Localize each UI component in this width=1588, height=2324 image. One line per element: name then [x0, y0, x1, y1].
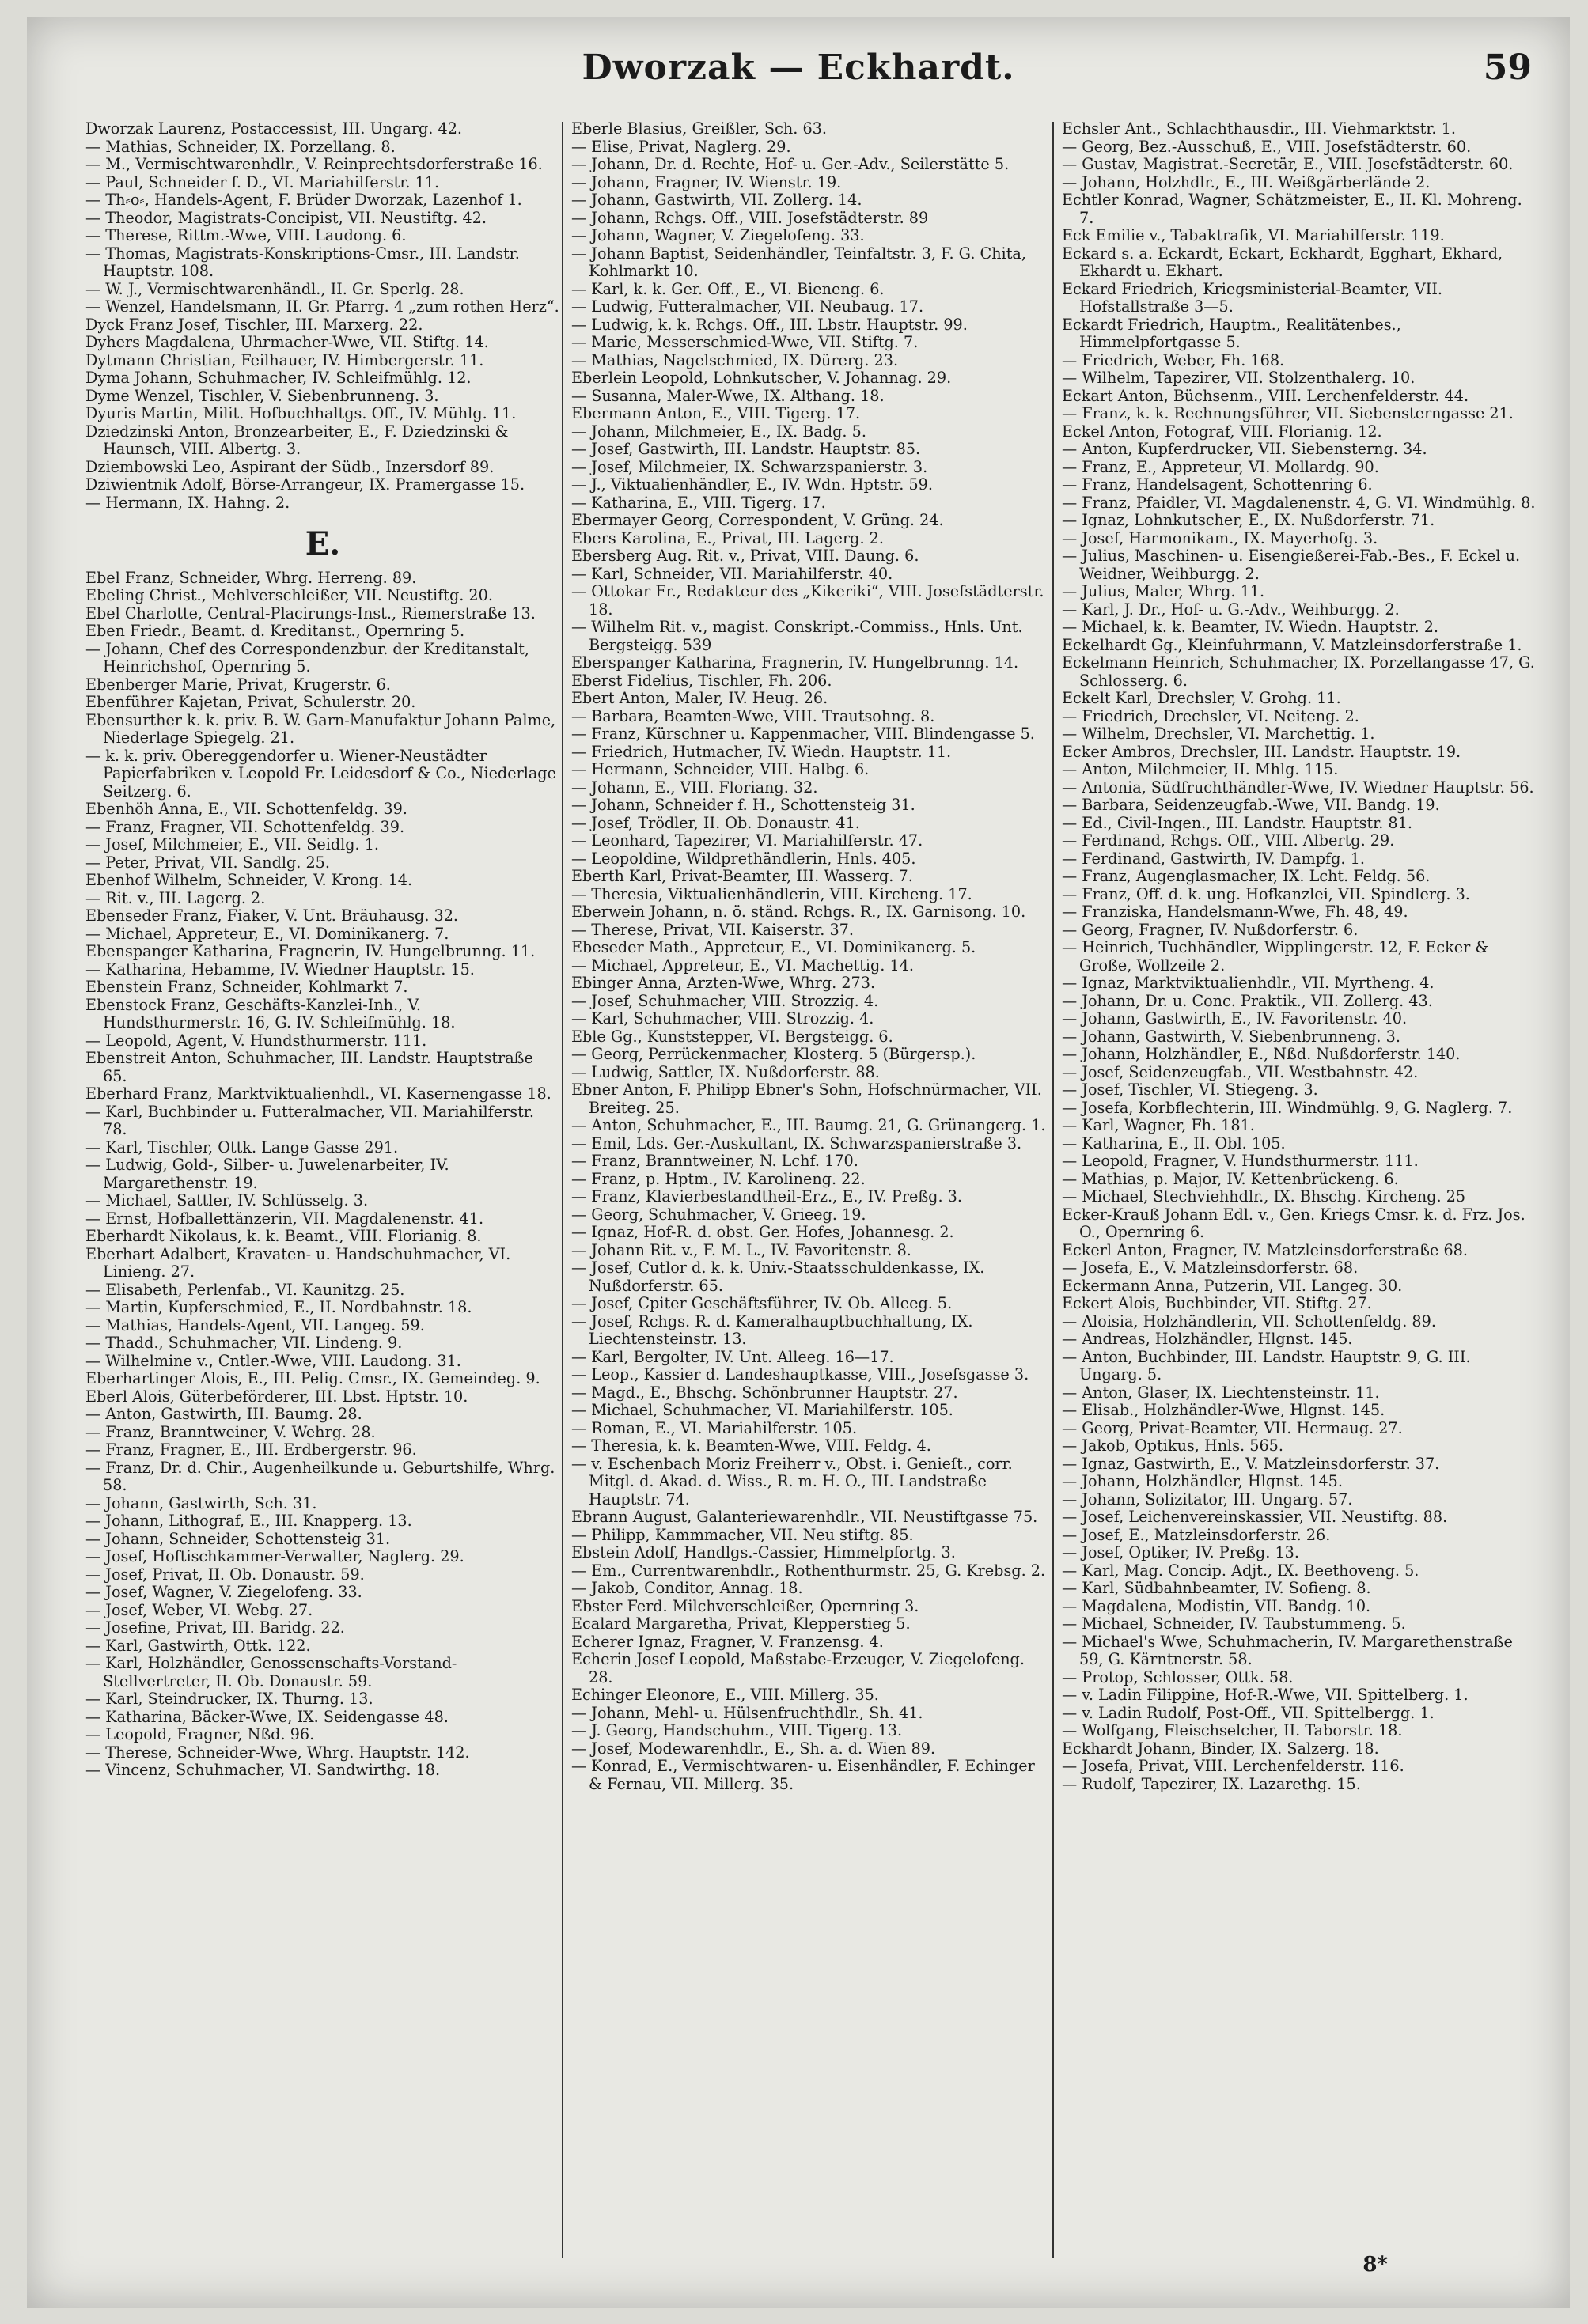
directory-entry: — Josef, Hoftischkammer-Verwalter, Naglerg. 29. — [85, 1548, 464, 1565]
directory-entry: — Josef, Gastwirth, III. Landstr. Hauptstr. 85. — [571, 441, 921, 458]
directory-entry: — Ignaz, Gastwirth, E., V. Matzleinsdorferstr. 37. — [1062, 1455, 1440, 1473]
directory-entry: — Karl, Schneider, VII. Mariahilferstr. 40. — [571, 565, 893, 583]
directory-entry: — Franz, Fragner, E., III. Erdbergerstr. 96. — [85, 1441, 417, 1459]
directory-entry: Eberle Blasius, Greißler, Sch. 63. — [571, 120, 827, 138]
directory-entry: — Johann, Schneider f. H., Schottensteig 31. — [571, 797, 915, 814]
directory-entry: — Katharina, Hebamme, IV. Wiedner Hauptstr. 15. — [85, 960, 475, 978]
directory-entry: Eckart Anton, Büchsenm., VIII. Lerchenfelderstr. 44. — [1062, 387, 1469, 405]
directory-entry: — Elisab., Holzhändler-Wwe, Hlgnst. 145. — [1062, 1402, 1385, 1419]
directory-entry: Eckelmann Heinrich, Schuhmacher, IX. Porzellangasse 47, G. Schlosserg. 6. — [1062, 654, 1535, 690]
signature-mark: 8* — [1362, 2253, 1388, 2277]
directory-entry: — Michael's Wwe, Schuhmacherin, IV. Margarethenstraße 59, G. Kärntnerstr. 58. — [1062, 1633, 1513, 1668]
directory-entry: Ebeseder Math., Appreteur, E., VI. Dominikanerg. 5. — [571, 939, 976, 956]
directory-entry: — Roman, E., VI. Mariahilferstr. 105. — [571, 1419, 858, 1437]
directory-entry: Dworzak Laurenz, Postaccessist, III. Ungarg. 42. — [85, 120, 463, 138]
directory-entry: — Michael, k. k. Beamter, IV. Wiedn. Hauptstr. 2. — [1062, 619, 1439, 636]
directory-entry: Ebersberg Aug. Rit. v., Privat, VIII. Daung. 6. — [571, 547, 919, 565]
directory-entry: — Elise, Privat, Naglerg. 29. — [571, 138, 791, 156]
directory-entry: — Hermann, IX. Hahng. 2. — [85, 494, 290, 512]
directory-entry: — Karl, Gastwirth, Ottk. 122. — [85, 1637, 311, 1655]
directory-entry: — Wilhelmine v., Cntler.-Wwe, VIII. Laudong. 31. — [85, 1352, 461, 1370]
directory-entry: — Friedrich, Hutmacher, IV. Wiedn. Hauptstr. 11. — [571, 743, 952, 761]
directory-entry: Eckard Friedrich, Kriegsministerial-Beamter, VII. Hofstallstraße 3—5. — [1062, 280, 1443, 316]
directory-entry: — Anton, Gastwirth, III. Baumg. 28. — [85, 1406, 362, 1423]
directory-entry: — Karl, Buchbinder u. Futteralmacher, VII. Mariahilferstr. 78. — [85, 1103, 534, 1138]
directory-entry: Eberwein Johann, n. ö. ständ. Rchgs. R., IX. Garnisong. 10. — [571, 903, 1026, 921]
directory-entry: — Antonia, Südfruchthändler-Wwe, IV. Wiedner Hauptstr. 56. — [1062, 778, 1534, 797]
directory-entry: Ebrann August, Galanteriewarenhdlr., VII. Neustiftgasse 75. — [571, 1508, 1038, 1526]
directory-entry: — Thadd., Schuhmacher, VII. Lindeng. 9. — [85, 1334, 403, 1352]
directory-entry: — Anton, Milchmeier, II. Mhlg. 115. — [1062, 761, 1339, 778]
directory-entry: — Theresia, k. k. Beamten-Wwe, VIII. Feldg. 4. — [571, 1437, 931, 1455]
directory-entry: — Josef, Milchmeier, E., VII. Seidlg. 1. — [85, 836, 380, 854]
directory-entry: — Mathias, Schneider, IX. Porzellang. 8. — [85, 138, 396, 156]
directory-entry: Echsler Ant., Schlachthausdir., III. Viehmarktstr. 1. — [1062, 120, 1456, 138]
directory-entry: — Wilhelm, Drechsler, VI. Marchettig. 1. — [1062, 725, 1375, 743]
directory-entry: Eberhart Adalbert, Kravaten- u. Handschuhmacher, VI. Linieng. 27. — [85, 1245, 511, 1281]
directory-entry: Ebermann Anton, E., VIII. Tigerg. 17. — [571, 405, 861, 422]
directory-entry: — Karl, Wagner, Fh. 181. — [1062, 1117, 1255, 1134]
directory-entry: — Martin, Kupferschmied, E., II. Nordbahnstr. 18. — [85, 1299, 472, 1316]
directory-entry: — Johann Baptist, Seidenhändler, Teinfaltstr. 3, F. G. Chita, Kohlmarkt 10. — [571, 244, 1026, 280]
directory-entry: — Ignaz, Hof-R. d. obst. Ger. Hofes, Johannesg. 2. — [571, 1224, 954, 1241]
directory-entry: — Ignaz, Lohnkutscher, E., IX. Nußdorferstr. 71. — [1062, 512, 1435, 529]
directory-entry: Eckert Alois, Buchbinder, VII. Stiftg. 27. — [1062, 1295, 1372, 1312]
directory-entry: — Gustav, Magistrat.-Secretär, E., VIII. Josefstädterstr. 60. — [1062, 156, 1514, 173]
directory-entry: — Josefa, Privat, VIII. Lerchenfelderstr. 116. — [1062, 1758, 1404, 1775]
directory-entry: — Heinrich, Tuchhändler, Wipplingerstr. 12, F. Ecker & Große, Wollzeile 2. — [1062, 939, 1489, 975]
directory-entry: — Mathias, Handels-Agent, VII. Langeg. 59. — [85, 1316, 425, 1334]
directory-entry: — Konrad, E., Vermischtwaren- u. Eisenhändler, F. Echinger & Fernau, VII. Millerg. 35. — [571, 1758, 1035, 1793]
directory-entry: — Ignaz, Marktviktualienhdlr., VII. Myrtheng. 4. — [1062, 975, 1435, 992]
directory-entry: — Wenzel, Handelsmann, II. Gr. Pfarrg. 4 „zum rothen Herz“. — [85, 298, 559, 316]
directory-entry: — Ferdinand, Rchgs. Off., VIII. Albertg. 29. — [1062, 832, 1395, 850]
directory-entry: — Ernst, Hofballettänzerin, VII. Magdalenenstr. 41. — [85, 1209, 484, 1228]
directory-entry: Eberhardt Nikolaus, k. k. Beamt., VIII. Florianig. 8. — [85, 1228, 482, 1245]
directory-entry: — Franz, Pfaidler, VI. Magdalenenstr. 4, G. VI. Windmühlg. 8. — [1062, 494, 1536, 512]
directory-entry: — Josef, Trödler, II. Ob. Donaustr. 41. — [571, 814, 860, 832]
directory-entry: — Josef, Schuhmacher, VIII. Strozzig. 4. — [571, 992, 879, 1010]
directory-entry: — Josef, E., Matzleinsdorferstr. 26. — [1062, 1526, 1331, 1544]
directory-entry: — Theodor, Magistrats-Concipist, VII. Neustiftg. 42. — [85, 209, 487, 227]
directory-entry: — Magdalena, Modistin, VII. Bandg. 10. — [1062, 1597, 1371, 1615]
directory-entry: — Georg, Fragner, IV. Nußdorferstr. 6. — [1062, 921, 1359, 939]
directory-entry: — Rit. v., III. Lagerg. 2. — [85, 889, 266, 907]
directory-entry: — Franz, Branntweiner, V. Wehrg. 28. — [85, 1423, 376, 1441]
directory-entry: — Ludwig, k. k. Rchgs. Off., III. Lbstr. Hauptstr. 99. — [571, 316, 968, 334]
directory-entry: Ebenstreit Anton, Schuhmacher, III. Landstr. Hauptstraße 65. — [85, 1050, 533, 1085]
directory-entry: — Franz, Off. d. k. ung. Hofkanzlei, VII. Spindlerg. 3. — [1062, 885, 1470, 903]
directory-entry: — Jakob, Optikus, Hnls. 565. — [1062, 1437, 1283, 1455]
page-header — [27, 47, 1570, 119]
page-number: 59 — [1483, 47, 1532, 88]
directory-entry: — Georg, Schuhmacher, V. Grieeg. 19. — [571, 1206, 866, 1224]
directory-entry: — Johann, Holzhändler, Hlgnst. 145. — [1062, 1473, 1343, 1490]
directory-entry: — Karl, Holzhändler, Genossenschafts-Vorstand-Stellvertreter, II. Ob. Donaustr. 59. — [85, 1655, 457, 1690]
directory-entry: — Therese, Schneider-Wwe, Whrg. Hauptstr. 142. — [85, 1743, 470, 1762]
directory-entry: — v. Ladin Filippine, Hof-R.-Wwe, VII. Spittelberg. 1. — [1062, 1686, 1469, 1704]
directory-entry: — Johann, Gastwirth, E., IV. Favoritenstr. 40. — [1062, 1010, 1408, 1028]
directory-entry: — Mathias, Nagelschmied, IX. Dürerg. 23. — [571, 351, 899, 369]
directory-entry: — Karl, J. Dr., Hof- u. G.-Adv., Weihburgg. 2. — [1062, 600, 1400, 619]
directory-entry: — Johann, Gastwirth, V. Siebenbrunneng. 3. — [1062, 1028, 1400, 1046]
directory-entry: Ecalard Margaretha, Privat, Klepperstieg 5. — [571, 1615, 911, 1633]
directory-entry: — Michael, Appreteur, E., VI. Dominikanerg. 7. — [85, 925, 449, 943]
directory-entry: — Johann, Solizitator, III. Ungarg. 57. — [1062, 1490, 1353, 1508]
directory-entry: Eckelt Karl, Drechsler, V. Grohg. 11. — [1062, 690, 1341, 707]
directory-entry: — Thomas, Magistrats-Konskriptions-Cmsr., III. Landstr. Hauptstr. 108. — [85, 244, 520, 280]
directory-entry: — Johann, Wagner, V. Ziegelofeng. 33. — [571, 227, 865, 244]
directory-entry: — Franz, k. k. Rechnungsführer, VII. Siebensterngasse 21. — [1062, 405, 1514, 422]
column-1 — [85, 120, 560, 2272]
directory-entry: — Johann, Mehl- u. Hülsenfruchthdlr., Sh. 41. — [571, 1704, 923, 1722]
directory-entry: — Wolfgang, Fleischselcher, II. Taborstr. 18. — [1062, 1722, 1403, 1739]
directory-entry: — Franz, Branntweiner, N. Lchf. 170. — [571, 1153, 858, 1170]
directory-entry: — Franz, Klavierbestandtheil-Erz., E., IV. Preßg. 3. — [571, 1188, 962, 1206]
directory-entry: — Barbara, Seidenzeugfab.-Wwe, VII. Bandg. 19. — [1062, 797, 1440, 814]
directory-entry: — Ludwig, Sattler, IX. Nußdorferstr. 88. — [571, 1063, 880, 1081]
directory-entry: — Karl, Schuhmacher, VIII. Strozzig. 4. — [571, 1010, 874, 1028]
directory-entry: — Franziska, Handelsmann-Wwe, Fh. 48, 49. — [1062, 903, 1408, 921]
directory-entry: Ebeling Christ., Mehlverschleißer, VII. Neustiftg. 20. — [85, 587, 493, 604]
directory-page — [27, 17, 1570, 2308]
directory-entry: — Anton, Schuhmacher, E., III. Baumg. 21, G. Grünangerg. 1. — [571, 1117, 1046, 1134]
directory-entry: — Leopold, Agent, V. Hundsthurmerstr. 111. — [85, 1031, 427, 1050]
directory-entry: — Katharina, E., VIII. Tigerg. 17. — [571, 494, 826, 512]
directory-entry: — v. Ladin Rudolf, Post-Off., VII. Spittelbergg. 1. — [1062, 1704, 1435, 1722]
directory-entry: — Susanna, Maler-Wwe, IX. Althang. 18. — [571, 387, 885, 405]
directory-entry: — Karl, Bergolter, IV. Unt. Alleeg. 16—17. — [571, 1348, 894, 1366]
directory-entry: — Georg, Perrückenmacher, Klosterg. 5 (Bürgersp.). — [571, 1046, 976, 1063]
directory-entry: Ebenstein Franz, Schneider, Kohlmarkt 7. — [85, 978, 408, 996]
directory-entry: — Therese, Privat, VII. Kaiserstr. 37. — [571, 921, 854, 939]
directory-entry: — Georg, Privat-Beamter, VII. Hermaug. 27. — [1062, 1419, 1403, 1437]
column-2 — [571, 120, 1046, 2272]
directory-entry: Dyck Franz Josef, Tischler, III. Marxerg. 22. — [85, 316, 423, 334]
column-1-entries-d — [85, 120, 560, 512]
directory-entry: Ebers Karolina, E., Privat, III. Lagerg. 2. — [571, 529, 884, 547]
directory-entry: — Karl, Mag. Concip. Adjt., IX. Beethoveng. 5. — [1062, 1561, 1419, 1580]
directory-entry: — Ludwig, Gold-, Silber- u. Juwelenarbeiter, IV. Margarethenstr. 19. — [85, 1156, 449, 1192]
directory-entry: Eckerl Anton, Fragner, IV. Matzleinsdorferstraße 68. — [1062, 1241, 1468, 1259]
directory-entry: — Josef, Seidenzeugfab., VII. Westbahnstr. 42. — [1062, 1063, 1419, 1081]
directory-entry: — Franz, Fragner, VII. Schottenfeldg. 39. — [85, 818, 405, 836]
directory-entry: — Emil, Lds. Ger.-Auskultant, IX. Schwarzspanierstraße 3. — [571, 1134, 1022, 1153]
directory-entry: Eckhardt Johann, Binder, IX. Salzerg. 18. — [1062, 1739, 1379, 1758]
directory-entry: — Johann, E., VIII. Floriang. 32. — [571, 778, 818, 797]
directory-entry: Dyuris Martin, Milit. Hofbuchhaltgs. Off., IV. Mühlg. 11. — [85, 405, 517, 422]
directory-entry: Ebel Charlotte, Central-Placirungs-Inst., Riemerstraße 13. — [85, 604, 536, 623]
directory-entry: Eckardt Friedrich, Hauptm., Realitätenbes., Himmelpfortgasse 5. — [1062, 316, 1401, 351]
column-2-entries — [571, 120, 1046, 1793]
directory-entry: — Josef, Milchmeier, IX. Schwarzspanierstr. 3. — [571, 458, 928, 476]
directory-entry: Dziedzinski Anton, Bronzearbeiter, E., F. Dziedzinski & Haunsch, VIII. Albertg. 3. — [85, 422, 509, 458]
directory-entry: Eckard s. a. Eckardt, Eckart, Eckhardt, Egghart, Ekhard, Ekhardt u. Ekhart. — [1062, 244, 1503, 280]
directory-entry: Eberhartinger Alois, E., III. Pelig. Cmsr., IX. Gemeindeg. 9. — [85, 1370, 540, 1387]
directory-entry: — Wilhelm Rit. v., magist. Conskript.-Commiss., Hnls. Unt. Bergsteigg. 539 — [571, 619, 1023, 654]
directory-entry: — Franz, E., Appreteur, VI. Mollardg. 90. — [1062, 458, 1379, 476]
directory-entry: — Josef, Cutlor d. k. k. Univ.-Staatsschuldenkasse, IX. Nußdorferstr. 65. — [571, 1259, 985, 1295]
directory-entry: — k. k. priv. Obereggendorfer u. Wiener-Neustädter Papierfabriken v. Leopold Fr. Leidesdorf & Co., Niederlage Seitzerg. 6. — [85, 747, 556, 801]
directory-entry: — Georg, Bez.-Ausschuß, E., VIII. Josefstädterstr. 60. — [1062, 138, 1472, 156]
directory-entry: — Karl, Steindrucker, IX. Thurng. 13. — [85, 1690, 373, 1708]
directory-entry: — Katharina, Bäcker-Wwe, IX. Seidengasse 48. — [85, 1708, 449, 1726]
directory-entry: — Johann, Dr. u. Conc. Praktik., VII. Zollerg. 43. — [1062, 992, 1433, 1010]
directory-entry: Dziembowski Leo, Aspirant der Südb., Inzersdorf 89. — [85, 458, 495, 476]
directory-entry: — Josefa, Korbflechterin, III. Windmühlg. 9, G. Naglerg. 7. — [1062, 1099, 1513, 1117]
directory-entry: — Julius, Maschinen- u. Eisengießerei-Fab.-Bes., F. Eckel u. Weidner, Weihburgg. 2. — [1062, 547, 1521, 583]
directory-entry: — Josef, Optiker, IV. Preßg. 13. — [1062, 1544, 1299, 1561]
directory-entry: — Leonhard, Tapezirer, VI. Mariahilferstr. 47. — [571, 832, 923, 850]
directory-entry: Ebinger Anna, Arzten-Wwe, Whrg. 273. — [571, 975, 876, 992]
directory-entry: — Johann, Rchgs. Off., VIII. Josefstädterstr. 89 — [571, 209, 929, 227]
directory-entry: Ebensurther k. k. priv. B. W. Garn-Manufaktur Johann Palme, Niederlage Spiegelg. 21. — [85, 711, 556, 747]
directory-entry: Dytmann Christian, Feilhauer, IV. Himbergerstr. 11. — [85, 351, 484, 369]
directory-entry: Ebel Franz, Schneider, Whrg. Herreng. 89. — [85, 569, 417, 587]
directory-entry: Ebermayer Georg, Correspondent, V. Grüng. 24. — [571, 512, 944, 529]
directory-entry: — Josef, Privat, II. Ob. Donaustr. 59. — [85, 1565, 365, 1584]
directory-entry: — Johann, Milchmeier, E., IX. Badg. 5. — [571, 422, 866, 441]
directory-entry: Ebstein Adolf, Handlgs.-Cassier, Himmelpfortg. 3. — [571, 1544, 956, 1561]
column-rule — [562, 122, 563, 2258]
directory-entry: — Johann, Chef des Correspondenzbur. der Kreditanstalt, Heinrichshof, Opernring 5. — [85, 640, 530, 676]
directory-entry: Eben Friedr., Beamt. d. Kreditanst., Opernring 5. — [85, 623, 465, 640]
section-letter: E. — [305, 525, 341, 562]
directory-entry: — Josef, Tischler, VI. Stiegeng. 3. — [1062, 1081, 1318, 1099]
directory-entry: — Josef, Harmonikam., IX. Mayerhofg. 3. — [1062, 529, 1378, 547]
directory-entry: — W. J., Vermischtwarenhändl., II. Gr. Sperlg. 28. — [85, 280, 464, 298]
directory-entry: Eck Emilie v., Tabaktrafik, VI. Mariahilferstr. 119. — [1062, 227, 1445, 244]
directory-entry: — Wilhelm, Tapezirer, VII. Stolzenthalerg. 10. — [1062, 369, 1416, 387]
directory-entry: — Franz, Augenglasmacher, IX. Lcht. Feldg. 56. — [1062, 868, 1431, 885]
directory-entry: — Johann, Gastwirth, VII. Zollerg. 14. — [571, 191, 862, 209]
directory-entry: Ebenberger Marie, Privat, Krugerstr. 6. — [85, 676, 391, 694]
directory-entry: — Protop, Schlosser, Ottk. 58. — [1062, 1668, 1294, 1686]
directory-entry: — Ferdinand, Gastwirth, IV. Dampfg. 1. — [1062, 850, 1365, 868]
directory-entry: Echerer Ignaz, Fragner, V. Franzensg. 4. — [571, 1633, 884, 1651]
directory-entry: — Josef, Wagner, V. Ziegelofeng. 33. — [85, 1584, 362, 1601]
directory-entry: — Therese, Rittm.-Wwe, VIII. Laudong. 6. — [85, 227, 407, 244]
directory-entry: — Johann, Lithograf, E., III. Knapperg. 13. — [85, 1512, 412, 1530]
directory-entry: — Peter, Privat, VII. Sandlg. 25. — [85, 854, 330, 872]
directory-entry: — Th⸗o⸗, Handels-Agent, F. Brüder Dworzak, Lazenhof 1. — [85, 191, 522, 209]
directory-entry: — Barbara, Beamten-Wwe, VIII. Trautsohng. 8. — [571, 707, 935, 725]
directory-entry: — Theresia, Viktualienhändlerin, VIII. Kircheng. 17. — [571, 885, 972, 903]
directory-entry: Echtler Konrad, Wagner, Schätzmeister, E., II. Kl. Mohreng. 7. — [1062, 191, 1522, 227]
directory-entry: — Michael, Schuhmacher, VI. Mariahilferstr. 105. — [571, 1402, 953, 1419]
directory-entry: Eberspanger Katharina, Fragnerin, IV. Hungelbrunng. 14. — [571, 654, 1019, 672]
directory-entry: — Ottokar Fr., Redakteur des „Kikeriki“, VIII. Josefstädterstr. 18. — [571, 583, 1044, 619]
directory-entry: — Anton, Buchbinder, III. Landstr. Hauptstr. 9, G. III. Ungarg. 5. — [1062, 1348, 1471, 1383]
directory-entry: Ecker-Krauß Johann Edl. v., Gen. Kriegs Cmsr. k. d. Frz. Jos. O., Opernring 6. — [1062, 1206, 1525, 1241]
directory-entry: Eckermann Anna, Putzerin, VII. Langeg. 30. — [1062, 1277, 1403, 1295]
directory-entry: Ecker Ambros, Drechsler, III. Landstr. Hauptstr. 19. — [1062, 743, 1461, 761]
directory-entry: Ebenhof Wilhelm, Schneider, V. Krong. 14. — [85, 872, 413, 889]
directory-entry: Echinger Eleonore, E., VIII. Millerg. 35. — [571, 1686, 879, 1704]
directory-entry: — Anton, Kupferdrucker, VII. Siebensterng. 34. — [1062, 441, 1427, 458]
directory-entry: — Karl, Südbahnbeamter, IV. Sofieng. 8. — [1062, 1580, 1371, 1597]
directory-entry: — J. Georg, Handschuhm., VIII. Tigerg. 13. — [571, 1722, 903, 1739]
directory-entry: — Johann, Schneider, Schottensteig 31. — [85, 1530, 391, 1548]
directory-entry: — Johann, Gastwirth, Sch. 31. — [85, 1494, 317, 1512]
directory-entry: — Johann, Fragner, IV. Wienstr. 19. — [571, 173, 842, 191]
directory-entry: Ebster Ferd. Milchverschleißer, Opernring 3. — [571, 1597, 919, 1615]
directory-entry: — Anton, Glaser, IX. Liechtensteinstr. 11. — [1062, 1383, 1380, 1402]
directory-entry: — Franz, Dr. d. Chir., Augenheilkunde u. Geburtshilfe, Whrg. 58. — [85, 1459, 555, 1494]
directory-entry: Ebenspanger Katharina, Fragnerin, IV. Hungelbrunng. 11. — [85, 943, 536, 960]
directory-entry: — Em., Currentwarenhdlr., Rothenthurmstr. 25, G. Krebsg. 2. — [571, 1561, 1046, 1580]
directory-entry: — Friedrich, Weber, Fh. 168. — [1062, 351, 1285, 369]
directory-entry: — Josefa, E., V. Matzleinsdorferstr. 68. — [1062, 1259, 1359, 1277]
directory-entry: — Leopoldine, Wildprethändlerin, Hnls. 405. — [571, 850, 916, 868]
directory-entry: — Michael, Sattler, IV. Schlüsselg. 3. — [85, 1192, 369, 1209]
page-title: Dworzak — Eckhardt. — [582, 47, 1015, 88]
directory-entry: — Johann, Holzhändler, E., Nßd. Nußdorferstr. 140. — [1062, 1046, 1461, 1063]
directory-entry: — Karl, Tischler, Ottk. Lange Gasse 291. — [85, 1138, 399, 1156]
directory-entry: Eberst Fidelius, Tischler, Fh. 206. — [571, 672, 832, 690]
directory-entry: Dyma Johann, Schuhmacher, IV. Schleifmühlg. 12. — [85, 369, 472, 387]
directory-entry: — Michael, Schneider, IV. Taubstummeng. 5. — [1062, 1615, 1406, 1633]
directory-entry: — Magd., E., Bhschg. Schönbrunner Hauptstr. 27. — [571, 1383, 958, 1402]
column-1-entries-e — [85, 570, 560, 1780]
directory-entry: — Jakob, Conditor, Annag. 18. — [571, 1580, 803, 1597]
directory-entry: — Leopold, Fragner, Nßd. 96. — [85, 1726, 315, 1743]
directory-entry: — Franz, Handelsagent, Schottenring 6. — [1062, 476, 1373, 494]
directory-entry: — v. Eschenbach Moriz Freiherr v., Obst. i. Genieſt., corr. Mitgl. d. Akad. d. Wiss., R. m. H. O., III. Landstraße Hauptstr. 74. — [571, 1455, 1013, 1508]
directory-entry: Ebenstock Franz, Geschäfts-Kanzlei-Inh., V. Hundsthurmerstr. 16, G. IV. Schleifmühlg. 18. — [85, 996, 456, 1031]
directory-entry: Eckel Anton, Fotograf, VIII. Florianig. 12. — [1062, 422, 1382, 441]
directory-entry: — Johann, Dr. d. Rechte, Hof- u. Ger.-Adv., Seilerstätte 5. — [571, 156, 1010, 173]
directory-entry: — Josefine, Privat, III. Baridg. 22. — [85, 1619, 345, 1637]
directory-entry: — Vincenz, Schuhmacher, VI. Sandwirthg. 18. — [85, 1762, 441, 1779]
directory-entry: — Franz, p. Hptm., IV. Karolineng. 22. — [571, 1170, 866, 1188]
directory-entry: — Julius, Maler, Whrg. 11. — [1062, 583, 1265, 600]
directory-entry: — Rudolf, Tapezirer, IX. Lazarethg. 15. — [1062, 1775, 1361, 1793]
directory-entry: — Ludwig, Futteralmacher, VII. Neubaug. 17. — [571, 298, 924, 316]
directory-entry: — Hermann, Schneider, VIII. Halbg. 6. — [571, 761, 870, 778]
directory-entry: Eble Gg., Kunststepper, VI. Bergsteigg. 6. — [571, 1028, 893, 1046]
directory-entry: Echerin Josef Leopold, Maßstabe-Erzeuger, V. Ziegelofeng. 28. — [571, 1651, 1025, 1686]
column-rule — [1052, 122, 1054, 2258]
directory-entry: Dyme Wenzel, Tischler, V. Siebenbrunneng. 3. — [85, 387, 439, 405]
directory-entry: — Mathias, p. Major, IV. Kettenbrückeng. 6. — [1062, 1170, 1399, 1188]
directory-entry: — Katharina, E., II. Obl. 105. — [1062, 1134, 1286, 1153]
directory-entry: — Andreas, Holzhändler, Hlgnst. 145. — [1062, 1330, 1353, 1348]
directory-entry: — Johann, Holzhdlr., E., III. Weißgärberlände 2. — [1062, 173, 1431, 191]
directory-entry: — Michael, Stechviehhdlr., IX. Bhschg. Kircheng. 25 — [1062, 1188, 1466, 1206]
directory-entry: Eberl Alois, Güterbeförderer, III. Lbst. Hptstr. 10. — [85, 1387, 468, 1406]
directory-entry: Ebner Anton, F. Philipp Ebner's Sohn, Hofschnürmacher, VII. Breiteg. 25. — [571, 1081, 1042, 1117]
directory-entry: Eberlein Leopold, Lohnkutscher, V. Johannag. 29. — [571, 369, 952, 387]
directory-entry: — Leopold, Fragner, V. Hundsthurmerstr. 111. — [1062, 1153, 1419, 1170]
directory-entry: — Paul, Schneider f. D., VI. Mariahilferstr. 11. — [85, 173, 440, 191]
directory-entry: — Karl, k. k. Ger. Off., E., VI. Bieneng. 6. — [571, 280, 885, 298]
directory-entry: Eckelhardt Gg., Kleinfuhrmann, V. Matzleinsdorferstraße 1. — [1062, 636, 1522, 654]
directory-entry: — Josef, Weber, VI. Webg. 27. — [85, 1601, 313, 1619]
directory-entry: — Marie, Messerschmied-Wwe, VII. Stiftg. 7. — [571, 334, 919, 351]
directory-entry: — Ed., Civil-Ingen., III. Landstr. Hauptstr. 81. — [1062, 814, 1412, 832]
directory-entry: — Leop., Kassier d. Landeshauptkasse, VIII., Josefsgasse 3. — [571, 1366, 1029, 1383]
directory-entry: — Friedrich, Drechsler, VI. Neiteng. 2. — [1062, 707, 1359, 725]
directory-entry: — Elisabeth, Perlenfab., VI. Kaunitzg. 25. — [85, 1281, 405, 1299]
directory-entry: Dziwientnik Adolf, Börse-Arrangeur, IX. Pramergasse 15. — [85, 476, 525, 494]
directory-entry: — Josef, Cpiter Geschäftsführer, IV. Ob. Alleeg. 5. — [571, 1295, 953, 1312]
directory-entry: Ebenseder Franz, Fiaker, V. Unt. Bräuhausg. 32. — [85, 907, 459, 925]
directory-entry: — M., Vermischtwarenhdlr., V. Reinprechtsdorferstraße 16. — [85, 156, 543, 173]
column-3-entries — [1062, 120, 1537, 1793]
directory-entry: Ebenhöh Anna, E., VII. Schottenfeldg. 39. — [85, 801, 407, 818]
directory-entry: — J., Viktualienhändler, E., IV. Wdn. Hptstr. 59. — [571, 476, 933, 494]
directory-entry: Ebenführer Kajetan, Privat, Schulerstr. 20. — [85, 694, 416, 711]
directory-entry: — Josef, Rchgs. R. d. Kameralhauptbuchhaltung, IX. Liechtensteinstr. 13. — [571, 1312, 973, 1348]
directory-entry: Eberth Karl, Privat-Beamter, III. Wasserg. 7. — [571, 868, 913, 885]
directory-entry: — Johann Rit. v., F. M. L., IV. Favoritenstr. 8. — [571, 1241, 911, 1259]
directory-entry: Dyhers Magdalena, Uhrmacher-Wwe, VII. Stiftg. 14. — [85, 334, 489, 351]
directory-entry: — Josef, Leichenvereinskassier, VII. Neustiftg. 88. — [1062, 1508, 1448, 1526]
directory-entry: — Philipp, Kammmacher, VII. Neu stiftg. 85. — [571, 1526, 914, 1544]
directory-entry: — Michael, Appreteur, E., VI. Machettig. 14. — [571, 956, 914, 975]
column-3 — [1062, 120, 1537, 2272]
directory-entry: — Aloisia, Holzhändlerin, VII. Schottenfeldg. 89. — [1062, 1312, 1436, 1330]
directory-entry: — Josef, Modewarenhdlr., E., Sh. a. d. Wien 89. — [571, 1739, 936, 1758]
directory-entry: Ebert Anton, Maler, IV. Heug. 26. — [571, 690, 828, 707]
directory-entry: — Franz, Kürschner u. Kappenmacher, VIII. Blindengasse 5. — [571, 725, 1035, 743]
directory-entry: Eberhard Franz, Marktviktualienhdl., VI. Kasernengasse 18. — [85, 1085, 551, 1103]
